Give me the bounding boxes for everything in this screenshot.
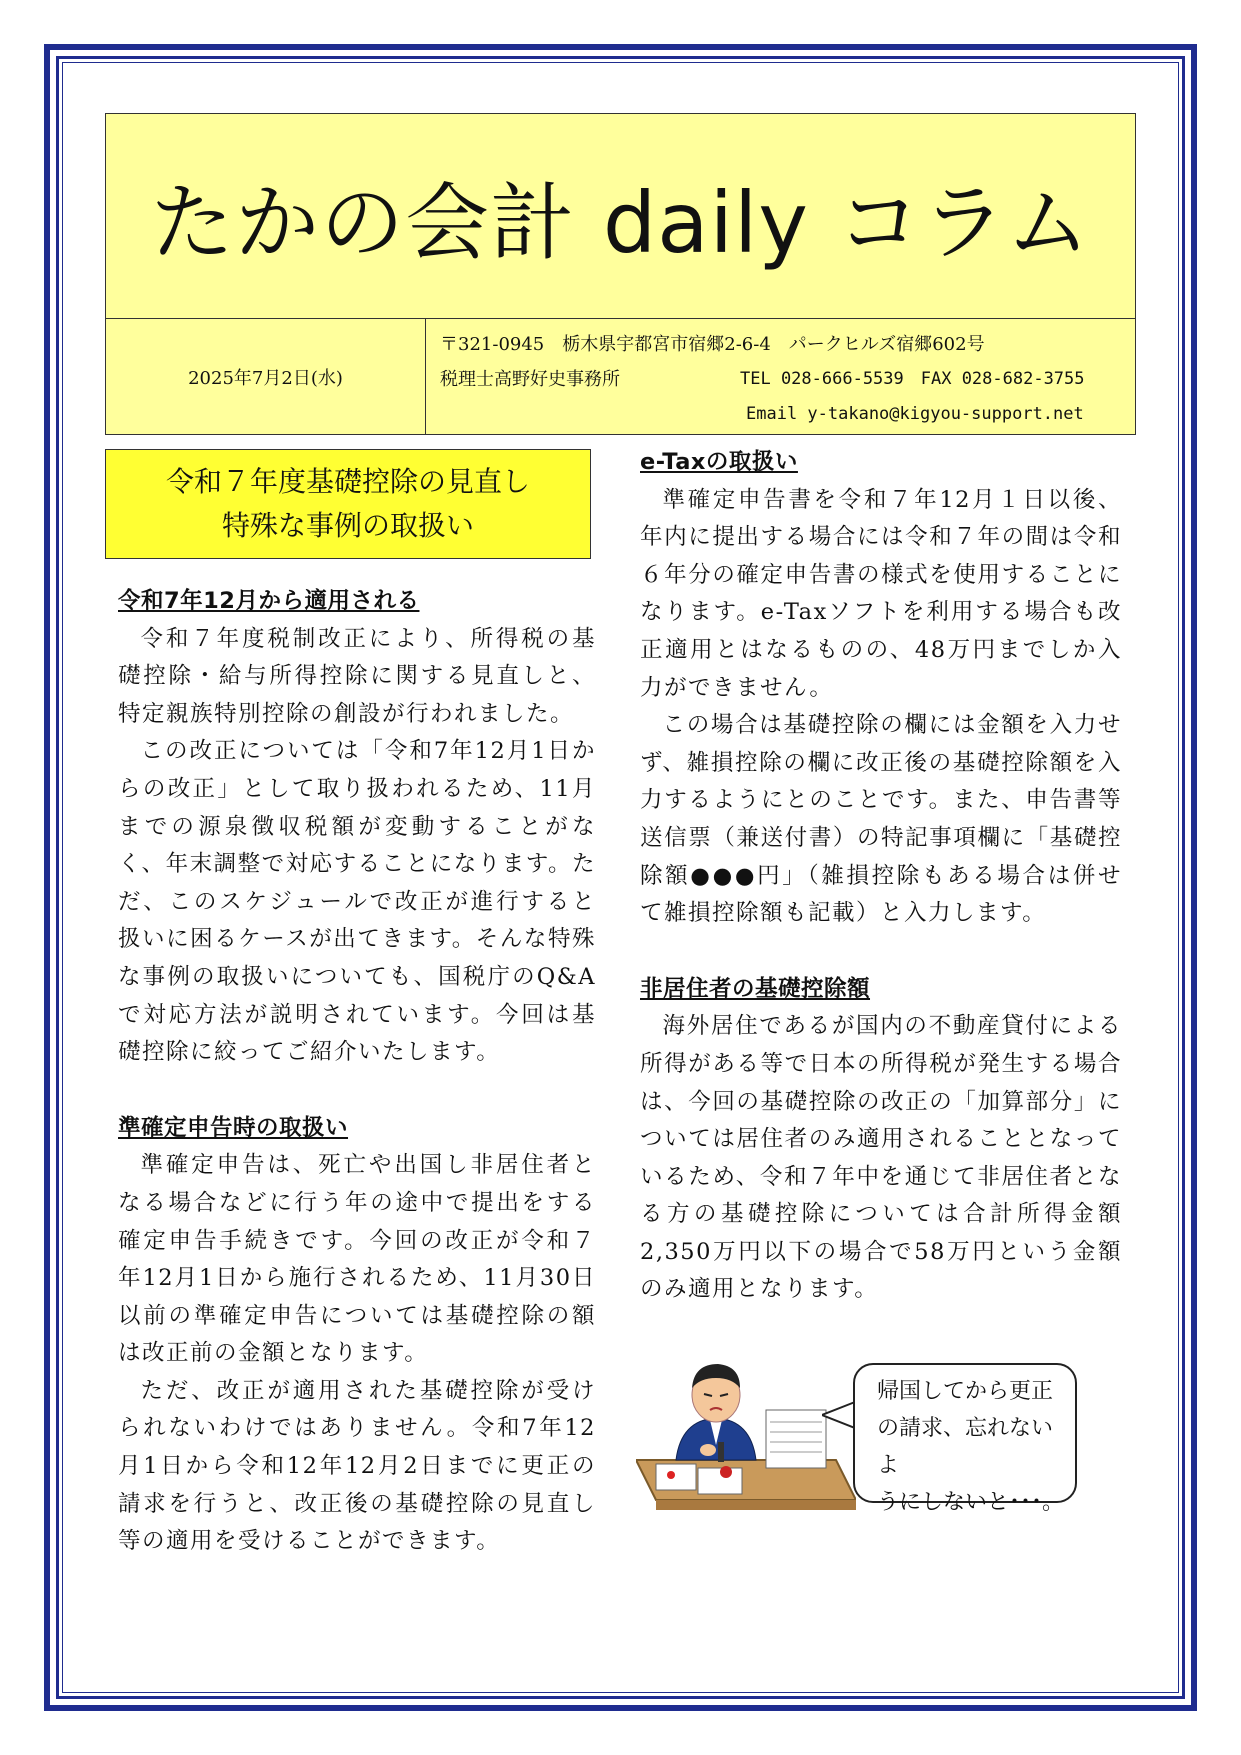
address: 〒321-0945 栃木県宇都宮市宿郷2-6-4 パークヒルズ宿郷602号 xyxy=(440,334,985,355)
section-heading: e-Taxの取扱い xyxy=(640,449,798,475)
newsletter-title: たかの会計 daily コラム xyxy=(150,173,1091,272)
speech-bubble xyxy=(853,1363,1077,1515)
paragraph: 準確定申告は、死亡や出国し非居住者となる場合などに行う年の途中で提出をする確定申告手続きです。今回の改正が令和７年12月1日から施行されるため、11月30日以前の準確定申告については基礎控除の額は改正前の金額となります。 xyxy=(118,1152,596,1367)
paragraph: この改正については「令和7年12月1日からの改正」として取り扱われるため、11月までの源泉徴収税額が変動することがなく、年末調整で対応することになります。ただ、このスケジュールで改正が進行すると扱いに困るケースが出てきます。そんな特殊な事例の取扱いについても、国税庁のQ&Aで対応方法が説明されています。今回は基礎控除に絞ってご紹介いたします。 xyxy=(118,738,596,1066)
paragraph: 令和７年度税制改正により、所得税の基礎控除・給与所得控除に関する見直しと、特定親族特別控除の創設が行われました。 xyxy=(118,625,596,727)
tel-fax: TEL 028-666-5539 FAX 028-682-3755 xyxy=(740,369,1085,389)
bubble-line3: うにしないと･･･。 xyxy=(877,1490,1065,1515)
issue-date: 2025年7月2日(水) xyxy=(106,319,426,435)
right-column xyxy=(640,444,1122,1309)
paragraph: 準確定申告書を令和７年12月１日以後、年内に提出する場合には令和７年の間は令和６年分の確定申告書の様式を使用することになります。e-Taxソフトを利用する場合も改正適用とはなるものの、48万円までしか入力ができません。 xyxy=(640,486,1122,701)
businessman-illustration xyxy=(636,1350,856,1520)
header-info xyxy=(106,318,1135,436)
bubble-line2: の請求、忘れないよ xyxy=(877,1416,1054,1478)
headline-line1: 令和７年度基礎控除の見直し xyxy=(165,465,530,498)
headline-line2: 特殊な事例の取扱い xyxy=(221,509,474,542)
headline-box xyxy=(105,449,591,559)
paragraph: ただ、改正が適用された基礎控除が受けられないわけではありません。令和7年12月1日から令和12年12月2日までに更正の請求を行うと、改正後の基礎控除の見直し等の適用を受けることができます。 xyxy=(118,1377,596,1555)
newsletter-header xyxy=(105,113,1136,435)
paragraph: この場合は基礎控除の欄には金額を入力せず、雑損控除の欄に改正後の基礎控除額を入力するようにとのことです。また、申告書等送信票（兼送付書）の特記事項欄に「基礎控除額●●●円」（雑損控除もある場合は併せて雑損控除額も記載）と入力します。 xyxy=(640,712,1122,927)
contact-block xyxy=(440,327,1130,432)
paragraph: 海外居住であるが国内の不動産貸付による所得がある等で日本の所得税が発生する場合は、今回の基礎控除の改正の「加算部分」については居住者のみ適用されることとなっているため、令和７年中を通じて非居住者となる方の基礎控除については合計所得金額2,350万円以下の場合で58万円という金額のみ適用となります。 xyxy=(640,1013,1122,1303)
bubble-line1: 帰国してから更正 xyxy=(877,1379,1054,1404)
email[interactable]: Email y-takano@kigyou-support.net xyxy=(746,404,1084,424)
section-heading: 準確定申告時の取扱い xyxy=(118,1114,349,1141)
section-heading: 非居住者の基礎控除額 xyxy=(640,975,871,1002)
left-column xyxy=(118,583,596,1561)
office-name: 税理士高野好史事務所 xyxy=(440,369,620,390)
section-heading: 令和7年12月から適用される xyxy=(118,588,420,614)
